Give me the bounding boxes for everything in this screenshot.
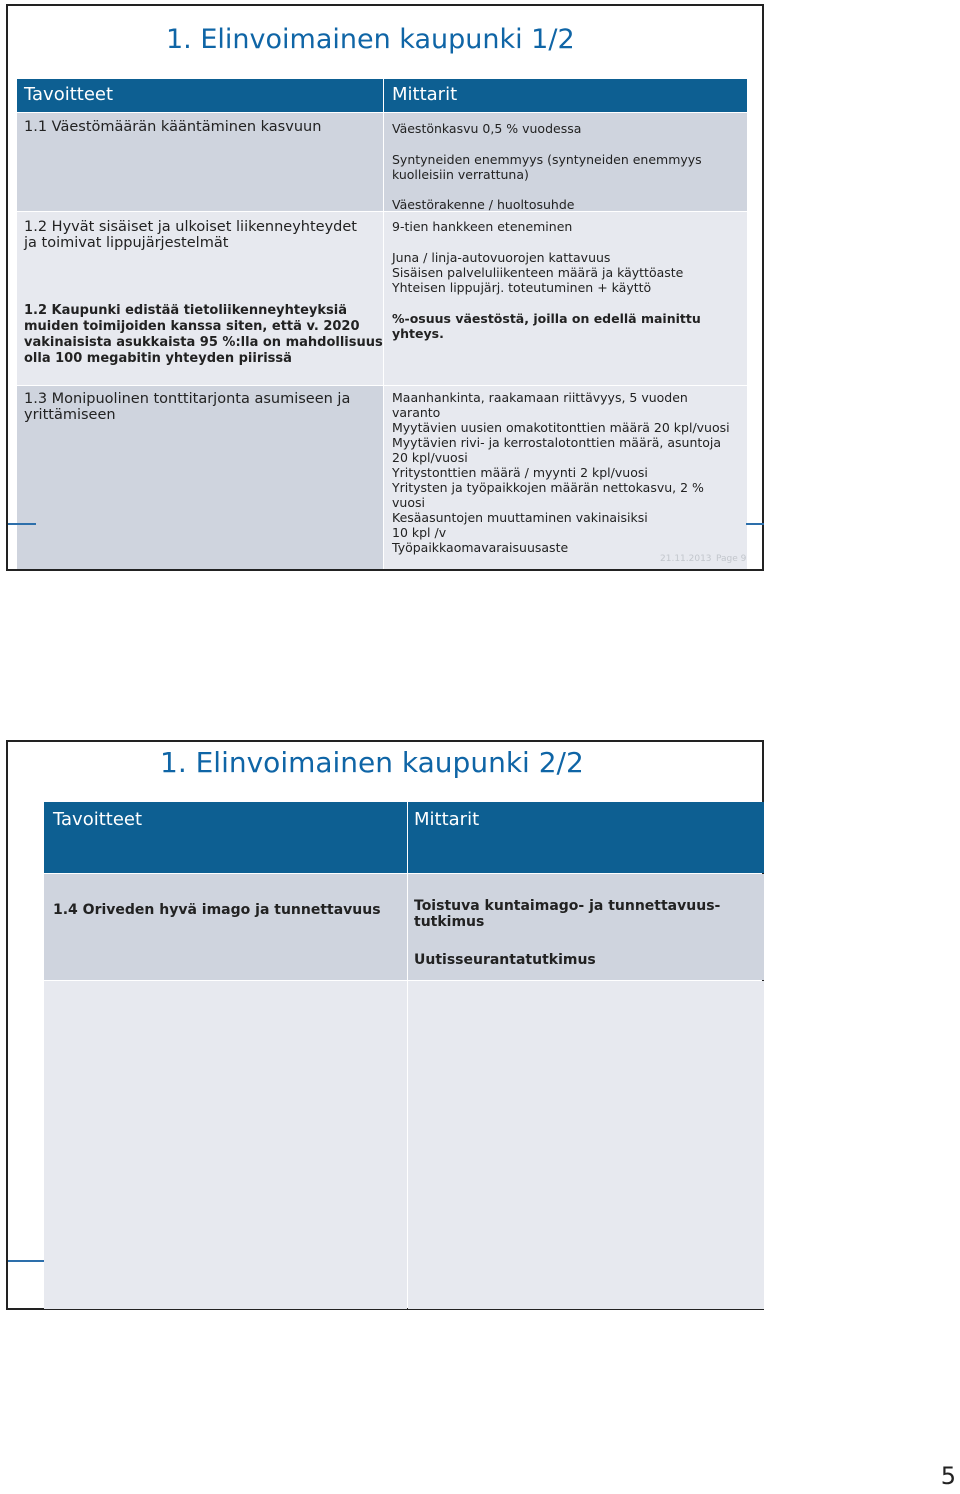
slide-1 bbox=[6, 4, 764, 571]
metric-1-1b-line: Syntyneiden enemmyys (syntyneiden enemmyys bbox=[392, 152, 702, 167]
metric-1-3-line: vuosi bbox=[392, 495, 425, 510]
header-metrics-label: Mittarit bbox=[392, 84, 458, 105]
metric-1-4-line: tutkimus bbox=[414, 914, 485, 930]
metric-1-2-line: 9-tien hankkeen eteneminen bbox=[392, 219, 573, 234]
metric-1-3-line: Yritysten ja työpaikkojen määrän nettokasvu, 2 % bbox=[392, 480, 704, 495]
goal-1-2b-line: muiden toimijoiden kanssa siten, että v. 2020 bbox=[24, 319, 360, 334]
footer-date: 21.11.2013 bbox=[660, 554, 712, 564]
slide-title: 1. Elinvoimainen kaupunki 1/2 bbox=[166, 24, 575, 55]
page-number: 5 bbox=[940, 1462, 956, 1490]
goal-1-2-line: 1.2 Hyvät sisäiset ja ulkoiset liikenneyhteydet bbox=[24, 219, 357, 235]
metric-1-4-line: Toistuva kuntaimago- ja tunnettavuus- bbox=[414, 898, 721, 914]
metric-1-2c-line: yhteys. bbox=[392, 326, 444, 341]
goal-1-2b-line: 1.2 Kaupunki edistää tietoliikenneyhteyksiä bbox=[24, 303, 347, 318]
footer-accent-left bbox=[8, 1260, 44, 1262]
metric-1-3-line: Myytävien rivi- ja kerrostalotonttien määrä, asuntoja bbox=[392, 435, 722, 450]
metric-1-2b-line: Sisäisen palveluliikenteen määrä ja käyttöaste bbox=[392, 265, 684, 280]
metric-1-3-line: 20 kpl/vuosi bbox=[392, 450, 468, 465]
footer-accent-left bbox=[8, 523, 36, 525]
goal-1-2b-line: olla 100 megabitin yhteyden piirissä bbox=[24, 351, 292, 366]
goal-1-3-line: yrittämiseen bbox=[24, 407, 116, 423]
goal-1-2b-line: vakinaisista asukkaista 95 %:lla on mahdollisuus bbox=[24, 335, 383, 350]
metric-1-2b-text bbox=[392, 250, 683, 295]
goal-1-2-line: ja toimivat lippujärjestelmät bbox=[24, 235, 229, 251]
goal-1-2-text bbox=[24, 219, 357, 251]
metric-cell-1-3 bbox=[384, 386, 747, 569]
footer-accent-right bbox=[746, 523, 764, 525]
metric-1-3-line: Kesäasuntojen muuttaminen vakinaisiksi bbox=[392, 510, 648, 525]
goal-cell-empty bbox=[44, 981, 407, 1309]
metric-1-4b-text: Uutisseurantatutkimus bbox=[414, 952, 596, 968]
metric-cell-1-1 bbox=[384, 113, 747, 211]
metric-cell-1-2 bbox=[384, 212, 747, 385]
metric-cell-1-4 bbox=[408, 874, 764, 980]
goal-1-3-line: 1.3 Monipuolinen tonttitarjonta asumiseen ja bbox=[24, 391, 351, 407]
header-goals-label: Tavoitteet bbox=[24, 84, 114, 105]
metric-cell-empty bbox=[408, 981, 764, 1309]
metric-1-2c-line: %-osuus väestöstä, joilla on edellä mainittu bbox=[392, 311, 701, 326]
goal-cell-1-4 bbox=[44, 874, 407, 980]
header-metrics-label: Mittarit bbox=[414, 809, 480, 830]
footer-page: Page 9 bbox=[716, 554, 747, 564]
metric-1-1c-line: Väestörakenne / huoltosuhde bbox=[392, 197, 575, 212]
goal-1-2b-text bbox=[24, 303, 383, 367]
header-goals bbox=[44, 802, 407, 873]
header-metrics bbox=[384, 79, 747, 112]
metric-1-3-line: 10 kpl /v bbox=[392, 525, 447, 540]
goal-cell-1-2 bbox=[17, 212, 383, 385]
header-goals bbox=[17, 79, 383, 112]
goal-1-3-text bbox=[24, 391, 350, 423]
metric-1-3-line: Myytävien uusien omakotitonttien määrä 20 kpl/vuosi bbox=[392, 420, 730, 435]
metric-1-2b-line: Yhteisen lippujärj. toteutuminen + käyttö bbox=[392, 280, 652, 295]
goal-1-4-text: 1.4 Oriveden hyvä imago ja tunnettavuus bbox=[53, 902, 381, 918]
header-goals-label: Tavoitteet bbox=[53, 809, 143, 830]
metric-1-1b-text bbox=[392, 152, 702, 182]
metric-1-3-line: Maanhankinta, raakamaan riittävyys, 5 vuoden bbox=[392, 390, 688, 405]
metric-1-2b-line: Juna / linja-autovuorojen kattavuus bbox=[392, 250, 611, 265]
goal-cell-1-1 bbox=[17, 113, 383, 211]
metric-1-2c-text bbox=[392, 311, 701, 341]
metric-1-1-line: Väestönkasvu 0,5 % vuodessa bbox=[392, 121, 582, 136]
metric-1-4-text bbox=[414, 898, 720, 930]
slide-title: 1. Elinvoimainen kaupunki 2/2 bbox=[160, 746, 584, 779]
metric-1-3-text bbox=[392, 390, 730, 555]
goal-cell-1-3 bbox=[17, 386, 383, 569]
metric-1-1b-line: kuolleisiin verrattuna) bbox=[392, 167, 529, 182]
header-metrics bbox=[408, 802, 764, 873]
metric-1-3-line: Työpaikkaomavaraisuusaste bbox=[392, 540, 569, 555]
metric-1-3-line: varanto bbox=[392, 405, 441, 420]
goal-1-1-text: 1.1 Väestömäärän kääntäminen kasvuun bbox=[24, 119, 322, 135]
metric-1-3-line: Yritystonttien määrä / myynti 2 kpl/vuosi bbox=[392, 465, 648, 480]
slide-2 bbox=[6, 740, 764, 1310]
